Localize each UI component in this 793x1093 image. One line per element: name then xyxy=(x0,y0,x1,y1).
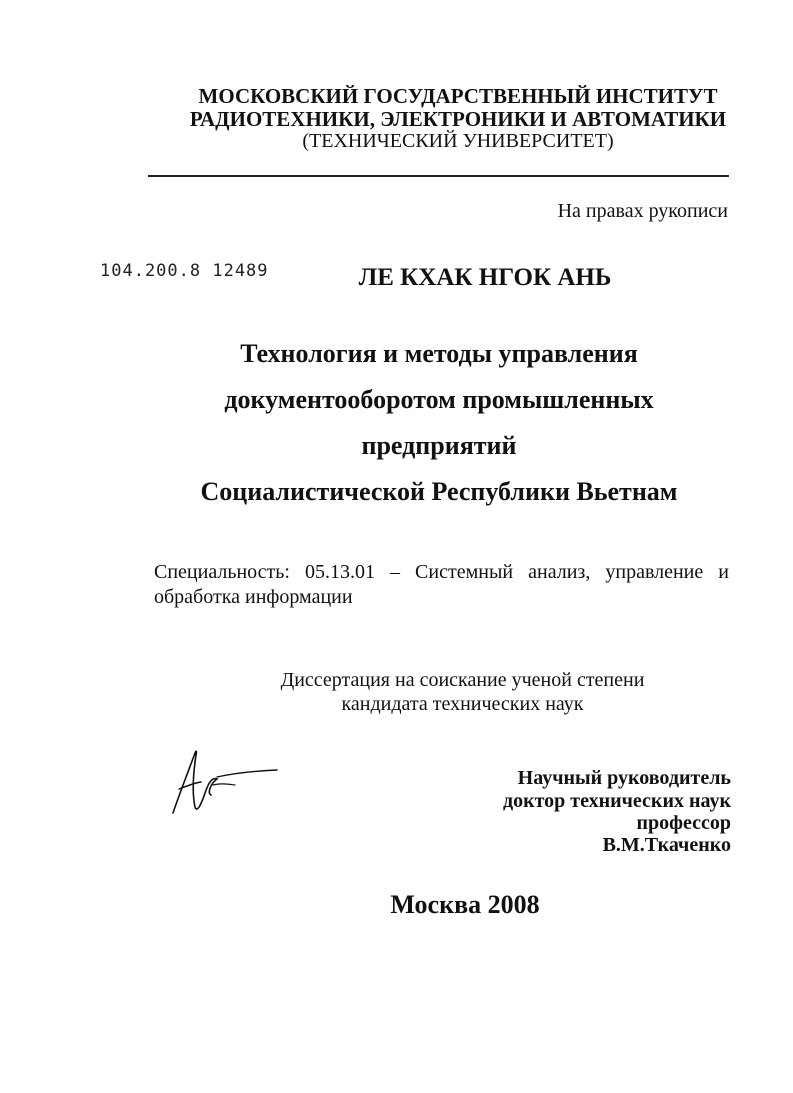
dissertation-title-line-1: Технология и методы управления xyxy=(240,339,638,368)
header-divider xyxy=(148,175,729,177)
degree-line-1: Диссертация на соискание ученой степени xyxy=(280,669,645,691)
institute-name-line-1: МОСКОВСКИЙ ГОСУДАРСТВЕННЫЙ ИНСТИТУТ xyxy=(198,84,718,108)
library-stamp-number: 104.200.8 12489 xyxy=(100,261,269,281)
supervisor-name: В.М.Ткаченко xyxy=(602,834,731,856)
speciality-line-2: обработка информации xyxy=(154,586,353,608)
supervisor-degree: доктор технических наук xyxy=(502,790,731,812)
dissertation-title-line-4: Социалистической Республики Вьетнам xyxy=(200,477,678,506)
institute-name-line-3: (ТЕХНИЧЕСКИЙ УНИВЕРСИТЕТ) xyxy=(302,130,614,152)
dissertation-title-line-3: предприятий xyxy=(361,431,517,460)
supervisor-rank: профессор xyxy=(636,812,731,834)
dissertation-title-line-2: документооборотом промышленных xyxy=(224,385,654,414)
manuscript-note: На правах рукописи xyxy=(557,200,728,222)
signature-image xyxy=(165,745,285,820)
supervisor-role: Научный руководитель xyxy=(517,767,731,789)
author-name: ЛЕ КХАК НГОК АНЬ xyxy=(358,264,612,291)
speciality-line-1: Специальность: 05.13.01 – Системный анализ, управление и xyxy=(154,561,729,583)
degree-line-2: кандидата технических наук xyxy=(341,693,584,715)
institute-name-line-2: РАДИОТЕХНИКИ, ЭЛЕКТРОНИКИ И АВТОМАТИКИ xyxy=(189,107,727,131)
place-and-year: Москва 2008 xyxy=(390,890,540,919)
